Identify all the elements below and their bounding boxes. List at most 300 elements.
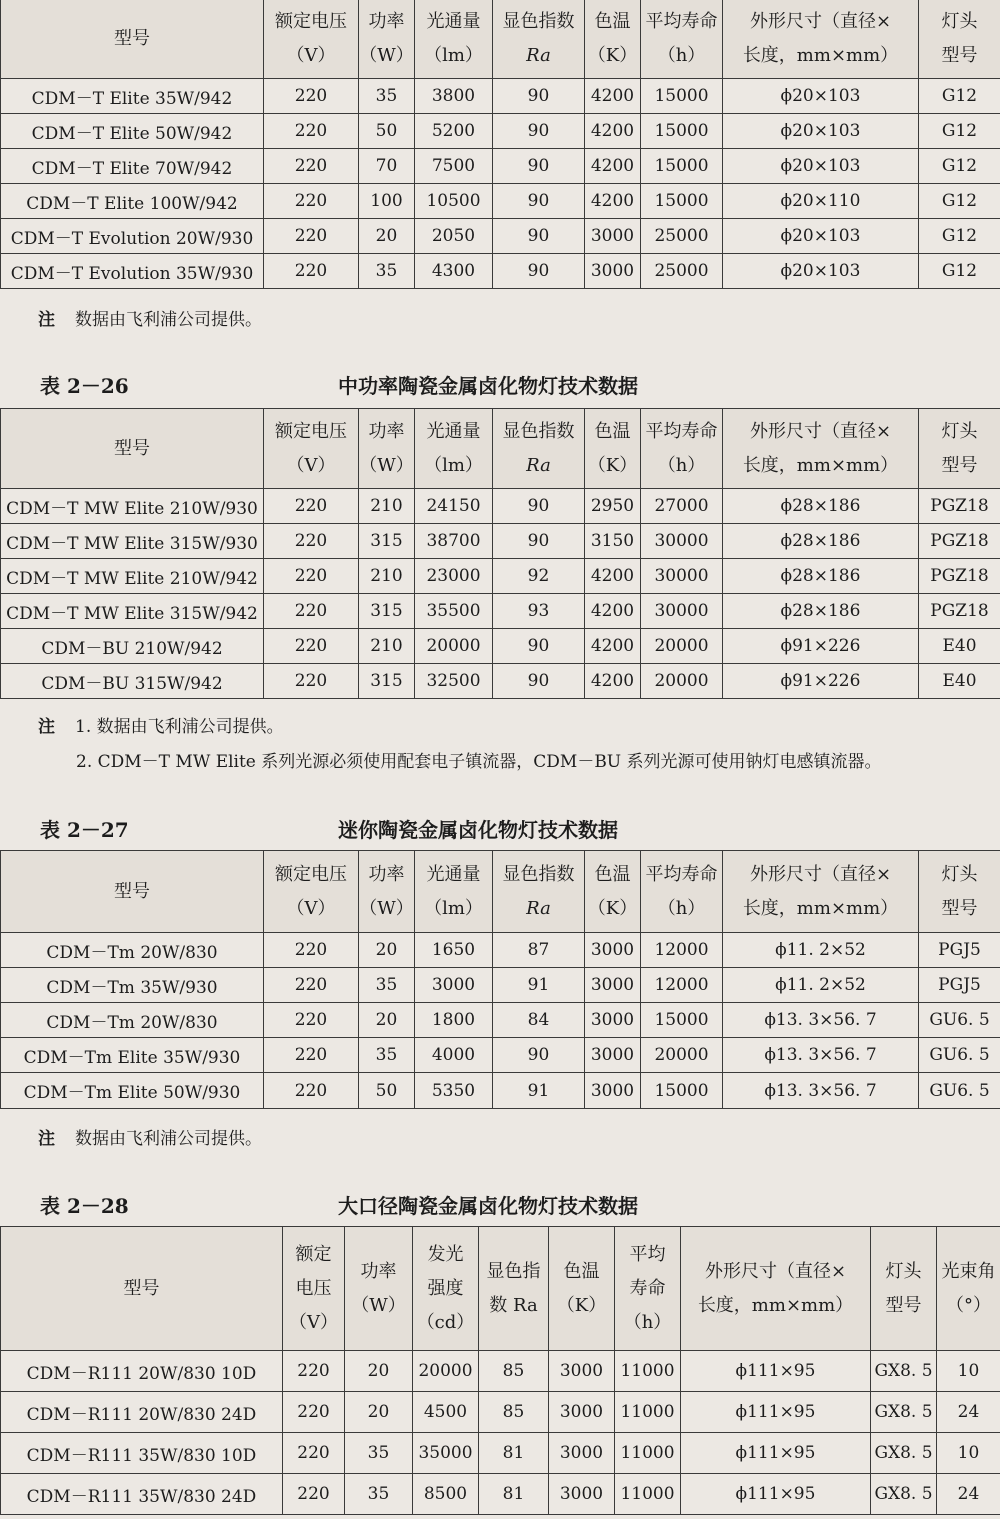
- header-text: （W）: [359, 897, 414, 919]
- model-cell: CDM－T Elite 100W/942: [1, 184, 264, 219]
- table-2-27: [0, 850, 1000, 1109]
- table-cell: 220: [264, 79, 359, 114]
- header-text: （h）: [623, 1311, 672, 1333]
- table-title: 迷你陶瓷金属卤化物灯技术数据: [338, 818, 618, 842]
- table-cell: 3000: [585, 1003, 641, 1038]
- model-cell: CDM－R111 35W/830 24D: [1, 1474, 283, 1515]
- model-cell: CDM－BU 210W/942: [1, 629, 264, 664]
- table-cell: 3000: [585, 254, 641, 289]
- column-header: [641, 409, 723, 489]
- table-row: [1, 79, 1000, 114]
- table-cell: 15000: [641, 149, 723, 184]
- header-text: （lm）: [424, 897, 483, 919]
- table-cell: 84: [493, 1003, 585, 1038]
- table-cell: 12000: [641, 933, 723, 968]
- header-text: 光通量: [426, 420, 481, 442]
- header-text: 色温: [563, 1260, 600, 1282]
- table-cell: 315: [359, 594, 415, 629]
- table-row: [1, 1474, 1000, 1515]
- model-cell: CDM－T Evolution 35W/930: [1, 254, 264, 289]
- table-cell: 15000: [641, 184, 723, 219]
- table-cell: 93: [493, 594, 585, 629]
- table-cell: 4200: [585, 559, 641, 594]
- table-cell: 20000: [641, 664, 723, 699]
- table-body: [1, 489, 1000, 699]
- table-cell: 20: [359, 933, 415, 968]
- table-cell: 10500: [415, 184, 493, 219]
- header-text: 型号: [123, 1277, 160, 1299]
- column-header: [723, 409, 919, 489]
- table-row: [1, 594, 1000, 629]
- model-cell: CDM－BU 315W/942: [1, 664, 264, 699]
- table-cell: 90: [493, 629, 585, 664]
- column-header: [359, 409, 415, 489]
- table-cell: 25000: [641, 254, 723, 289]
- table-cell: ϕ20×103: [723, 219, 919, 254]
- table-cell: 90: [493, 254, 585, 289]
- column-header: [937, 1227, 1000, 1351]
- header-text: 型号: [114, 880, 150, 902]
- header-text: 功率: [368, 863, 405, 885]
- table-cell: 35: [359, 79, 415, 114]
- table-cell: 92: [493, 559, 585, 594]
- table-cell: 3800: [415, 79, 493, 114]
- model-cell: CDM－T Elite 35W/942: [1, 79, 264, 114]
- table-cell: 8500: [413, 1474, 479, 1515]
- table-cell: 220: [283, 1351, 345, 1392]
- table-cell: 90: [493, 524, 585, 559]
- model-cell: CDM－T Elite 70W/942: [1, 149, 264, 184]
- table-cell: 3000: [549, 1433, 615, 1474]
- table-cell: 24150: [415, 489, 493, 524]
- table-cell: 220: [264, 559, 359, 594]
- header-text: 型号: [941, 897, 978, 919]
- table-cell: 3000: [585, 1038, 641, 1073]
- header-text: （W）: [359, 454, 414, 476]
- table-cell: 27000: [641, 489, 723, 524]
- header-text: 光束角: [941, 1260, 996, 1282]
- table-body: [1, 79, 1000, 289]
- table-body: [1, 1351, 1000, 1515]
- table-cell: 35: [359, 1038, 415, 1073]
- table-cell: GX8. 5: [871, 1474, 937, 1515]
- header-text: （°）: [946, 1294, 991, 1316]
- table-cell: ϕ20×103: [723, 79, 919, 114]
- table-cell: 32500: [415, 664, 493, 699]
- table-cell: 90: [493, 489, 585, 524]
- table-cell: 210: [359, 489, 415, 524]
- table-cell: 91: [493, 1073, 585, 1109]
- table-cell: 11000: [615, 1433, 681, 1474]
- table-cell: 315: [359, 524, 415, 559]
- model-cell: CDM－T MW Elite 315W/930: [1, 524, 264, 559]
- table-cell: ϕ20×103: [723, 149, 919, 184]
- table-cell: ϕ91×226: [723, 629, 919, 664]
- table-cell: 220: [264, 629, 359, 664]
- table-cell: 220: [264, 149, 359, 184]
- table-cell: 2950: [585, 489, 641, 524]
- table-cell: 1800: [415, 1003, 493, 1038]
- table-row: [1, 254, 1000, 289]
- table-cell: 220: [264, 114, 359, 149]
- header-text: 显色指数: [502, 863, 575, 885]
- table-cell: 15000: [641, 114, 723, 149]
- table-cell: 90: [493, 1038, 585, 1073]
- table-cell: 11000: [615, 1351, 681, 1392]
- table-cell: G12: [919, 114, 1000, 149]
- table-cell: 5350: [415, 1073, 493, 1109]
- column-header: [283, 1227, 345, 1351]
- table-cell: GX8. 5: [871, 1433, 937, 1474]
- table-cell: 87: [493, 933, 585, 968]
- table-cell: 100: [359, 184, 415, 219]
- table-cell: ϕ13. 3×56. 7: [723, 1073, 919, 1109]
- table-cell: 50: [359, 114, 415, 149]
- table-cell: ϕ20×110: [723, 184, 919, 219]
- header-text: （K）: [587, 44, 638, 66]
- table-cell: 38700: [415, 524, 493, 559]
- table-cell: 220: [264, 219, 359, 254]
- table-cell: 35: [345, 1474, 413, 1515]
- table-cell: 220: [283, 1433, 345, 1474]
- table-cell: 220: [264, 254, 359, 289]
- table-cell: 90: [493, 79, 585, 114]
- header-text: 显色指: [486, 1260, 541, 1282]
- column-header: [345, 1227, 413, 1351]
- table-cell: PGJ5: [919, 968, 1000, 1003]
- table-cell: 4200: [585, 664, 641, 699]
- table-cell: 30000: [641, 559, 723, 594]
- table-cell: ϕ28×186: [723, 559, 919, 594]
- table-cell: ϕ111×95: [681, 1433, 871, 1474]
- header-text: 额定电压: [275, 863, 347, 885]
- header-text: （K）: [587, 454, 638, 476]
- table-cell: 70: [359, 149, 415, 184]
- column-header: [413, 1227, 479, 1351]
- table-cell: ϕ13. 3×56. 7: [723, 1038, 919, 1073]
- table-cell: ϕ20×103: [723, 114, 919, 149]
- table-cell: 10: [937, 1433, 1000, 1474]
- table-cell: 4300: [415, 254, 493, 289]
- table-cell: 23000: [415, 559, 493, 594]
- table-cell: 220: [264, 184, 359, 219]
- column-header: [415, 0, 493, 79]
- table-cell: 220: [264, 933, 359, 968]
- column-header: [479, 1227, 549, 1351]
- header-text: （V）: [289, 1311, 338, 1333]
- column-header: [919, 851, 1000, 933]
- header-text: （V）: [286, 44, 336, 66]
- table-cell: 4200: [585, 629, 641, 664]
- table-cell: 90: [493, 664, 585, 699]
- table-cell: PGZ18: [919, 594, 1000, 629]
- table-cell: 12000: [641, 968, 723, 1003]
- table-2-26-note-2: 2. CDM－T MW Elite 系列光源必须使用配套电子镇流器，CDM－BU 系列光源可使用钠灯电感镇流器。: [76, 752, 882, 772]
- table-cell: 20: [345, 1351, 413, 1392]
- header-text: 平均寿命: [645, 863, 718, 885]
- table-cell: PGZ18: [919, 524, 1000, 559]
- header-text: 长度，mm×mm）: [742, 897, 899, 919]
- header-text: Ra: [526, 44, 551, 66]
- header-text: 电压: [295, 1277, 332, 1299]
- table-row: [1, 114, 1000, 149]
- table-row: [1, 184, 1000, 219]
- column-header: [641, 851, 723, 933]
- header-text: 型号: [941, 454, 978, 476]
- table-cell: 315: [359, 664, 415, 699]
- header-text: （K）: [556, 1294, 607, 1316]
- table-cell: 20: [359, 219, 415, 254]
- table-cell: PGZ18: [919, 559, 1000, 594]
- header-text: 光通量: [426, 863, 481, 885]
- header-text: （lm）: [424, 454, 483, 476]
- table-cell: ϕ28×186: [723, 524, 919, 559]
- model-cell: CDM－R111 20W/830 24D: [1, 1392, 283, 1433]
- header-text: 色温: [594, 863, 631, 885]
- header-text: 长度，mm×mm）: [742, 454, 899, 476]
- table-cell: 90: [493, 184, 585, 219]
- column-header: [615, 1227, 681, 1351]
- table-row: [1, 664, 1000, 699]
- table-cell: 30000: [641, 524, 723, 559]
- header-text: 长度，mm×mm）: [697, 1294, 854, 1316]
- table-cell: 220: [264, 664, 359, 699]
- table-row: [1, 1351, 1000, 1392]
- table-cell: 20: [359, 1003, 415, 1038]
- table-cell: 7500: [415, 149, 493, 184]
- table-cell: GX8. 5: [871, 1351, 937, 1392]
- header-text: 灯头: [885, 1260, 922, 1282]
- table-cell: 4200: [585, 114, 641, 149]
- table-cell: 24: [937, 1474, 1000, 1515]
- column-header: [681, 1227, 871, 1351]
- header-text: 长度，mm×mm）: [742, 44, 899, 66]
- header-text: 寿命: [629, 1277, 666, 1299]
- table-title: 中功率陶瓷金属卤化物灯技术数据: [338, 374, 638, 398]
- table-cell: 35500: [415, 594, 493, 629]
- table-row: [1, 1038, 1000, 1073]
- table-cell: 4000: [415, 1038, 493, 1073]
- column-header: [919, 0, 1000, 79]
- table-cell: ϕ11. 2×52: [723, 933, 919, 968]
- table-2-26: [0, 408, 1000, 699]
- column-header: [585, 0, 641, 79]
- table-row: [1, 149, 1000, 184]
- column-header: [1, 0, 264, 79]
- column-header: [723, 851, 919, 933]
- table-cell: 15000: [641, 1073, 723, 1109]
- table-cell: 11000: [615, 1392, 681, 1433]
- model-cell: CDM－Tm Elite 35W/930: [1, 1038, 264, 1073]
- table-cell: ϕ28×186: [723, 489, 919, 524]
- header-text: 外形尺寸（直径×: [749, 863, 892, 885]
- column-header: [871, 1227, 937, 1351]
- table-2-25-note: 注 数据由飞利浦公司提供。: [38, 310, 262, 330]
- table-cell: 1650: [415, 933, 493, 968]
- table-cell: ϕ91×226: [723, 664, 919, 699]
- header-text: 显色指数: [502, 420, 575, 442]
- table-cell: G12: [919, 79, 1000, 114]
- header-text: 平均寿命: [645, 10, 718, 32]
- table-cell: GU6. 5: [919, 1003, 1000, 1038]
- table-cell: 4200: [585, 594, 641, 629]
- model-cell: CDM－Tm 35W/930: [1, 968, 264, 1003]
- table-cell: 3000: [415, 968, 493, 1003]
- table-cell: 3000: [549, 1392, 615, 1433]
- table-cell: 220: [264, 489, 359, 524]
- header-text: （h）: [657, 44, 706, 66]
- table-cell: GU6. 5: [919, 1038, 1000, 1073]
- table-cell: 90: [493, 114, 585, 149]
- table-cell: 25000: [641, 219, 723, 254]
- table-cell: 220: [283, 1392, 345, 1433]
- header-text: （lm）: [424, 44, 483, 66]
- header-text: （V）: [286, 897, 336, 919]
- table-row: [1, 219, 1000, 254]
- table-cell: 81: [479, 1433, 549, 1474]
- header-text: 外形尺寸（直径×: [749, 10, 892, 32]
- column-header: [1, 851, 264, 933]
- column-header: [919, 409, 1000, 489]
- model-cell: CDM－T Elite 50W/942: [1, 114, 264, 149]
- header-text: 型号: [885, 1294, 922, 1316]
- table-number: 表 2－28: [40, 1194, 129, 1218]
- table-2-26-note-1: 注 1. 数据由飞利浦公司提供。: [38, 717, 284, 737]
- table-cell: 35: [359, 968, 415, 1003]
- header-text: 额定电压: [275, 420, 347, 442]
- header-text: 灯头: [941, 420, 978, 442]
- table-header: [1, 0, 1000, 79]
- header-text: 灯头: [941, 10, 978, 32]
- table-cell: G12: [919, 254, 1000, 289]
- table-cell: 30000: [641, 594, 723, 629]
- table-row: [1, 1433, 1000, 1474]
- table-cell: 85: [479, 1351, 549, 1392]
- table-cell: 3000: [585, 933, 641, 968]
- table-number: 表 2－26: [40, 374, 129, 398]
- table-cell: 220: [264, 1073, 359, 1109]
- table-cell: 15000: [641, 1003, 723, 1038]
- table-title: 大口径陶瓷金属卤化物灯技术数据: [338, 1194, 638, 1218]
- table-cell: 35: [345, 1433, 413, 1474]
- table-cell: 220: [264, 594, 359, 629]
- header-text: 功率: [368, 10, 405, 32]
- model-cell: CDM－T MW Elite 210W/942: [1, 559, 264, 594]
- header-text: （W）: [351, 1294, 406, 1316]
- model-cell: CDM－Tm 20W/830: [1, 933, 264, 968]
- table-cell: 3000: [585, 1073, 641, 1109]
- header-text: 光通量: [426, 10, 481, 32]
- table-2-27-note: 注 数据由飞利浦公司提供。: [38, 1129, 262, 1149]
- table-cell: G12: [919, 149, 1000, 184]
- table-row: [1, 524, 1000, 559]
- header-text: （K）: [587, 897, 638, 919]
- column-header: [723, 0, 919, 79]
- table-cell: 15000: [641, 79, 723, 114]
- column-header: [415, 851, 493, 933]
- model-cell: CDM－T MW Elite 315W/942: [1, 594, 264, 629]
- column-header: [585, 409, 641, 489]
- header-text: （cd）: [416, 1311, 475, 1333]
- table-cell: GU6. 5: [919, 1073, 1000, 1109]
- table-row: [1, 1003, 1000, 1038]
- column-header: [641, 0, 723, 79]
- table-cell: 10: [937, 1351, 1000, 1392]
- table-cell: 3150: [585, 524, 641, 559]
- table-cell: ϕ111×95: [681, 1392, 871, 1433]
- table-cell: 4200: [585, 79, 641, 114]
- table-cell: 220: [283, 1474, 345, 1515]
- table-cell: E40: [919, 629, 1000, 664]
- header-text: 型号: [114, 27, 150, 49]
- table-header: [1, 1227, 1000, 1351]
- table-cell: 210: [359, 629, 415, 664]
- table-cell: ϕ20×103: [723, 254, 919, 289]
- header-text: 发光: [427, 1243, 464, 1265]
- column-header: [264, 0, 359, 79]
- header-text: （h）: [657, 454, 706, 476]
- table-cell: 2050: [415, 219, 493, 254]
- table-cell: ϕ111×95: [681, 1474, 871, 1515]
- table-cell: 85: [479, 1392, 549, 1433]
- table-row: [1, 933, 1000, 968]
- table-cell: GX8. 5: [871, 1392, 937, 1433]
- header-text: （W）: [359, 44, 414, 66]
- table-cell: 3000: [549, 1351, 615, 1392]
- table-cell: ϕ11. 2×52: [723, 968, 919, 1003]
- header-text: 外形尺寸（直径×: [749, 420, 892, 442]
- table-cell: G12: [919, 184, 1000, 219]
- model-cell: CDM－Tm Elite 50W/930: [1, 1073, 264, 1109]
- header-text: 型号: [941, 44, 978, 66]
- model-cell: CDM－Tm 20W/830: [1, 1003, 264, 1038]
- header-text: 功率: [360, 1260, 397, 1282]
- table-cell: 20000: [413, 1351, 479, 1392]
- table-row: [1, 1073, 1000, 1109]
- table-cell: 35000: [413, 1433, 479, 1474]
- model-cell: CDM－R111 35W/830 10D: [1, 1433, 283, 1474]
- column-header: [549, 1227, 615, 1351]
- header-text: 显色指数: [502, 10, 575, 32]
- header-text: 灯头: [941, 863, 978, 885]
- table-cell: 81: [479, 1474, 549, 1515]
- header-text: Ra: [526, 454, 551, 476]
- table-header: [1, 851, 1000, 933]
- column-header: [264, 409, 359, 489]
- table-2-28: [0, 1226, 1000, 1515]
- header-text: 平均寿命: [645, 420, 718, 442]
- column-header: [493, 851, 585, 933]
- table-cell: 20: [345, 1392, 413, 1433]
- header-text: 强度: [427, 1277, 464, 1299]
- table-cell: 4200: [585, 149, 641, 184]
- table-cell: 90: [493, 149, 585, 184]
- table-row: [1, 489, 1000, 524]
- header-text: （h）: [657, 897, 706, 919]
- table-cell: 220: [264, 968, 359, 1003]
- table-cell: PGJ5: [919, 933, 1000, 968]
- model-cell: CDM－T Evolution 20W/930: [1, 219, 264, 254]
- header-text: 额定电压: [275, 10, 347, 32]
- table-cell: 20000: [415, 629, 493, 664]
- table-row: [1, 968, 1000, 1003]
- table-cell: 210: [359, 559, 415, 594]
- table-cell: 4200: [585, 184, 641, 219]
- column-header: [415, 409, 493, 489]
- table-cell: PGZ18: [919, 489, 1000, 524]
- table-cell: 90: [493, 219, 585, 254]
- table-cell: 20000: [641, 1038, 723, 1073]
